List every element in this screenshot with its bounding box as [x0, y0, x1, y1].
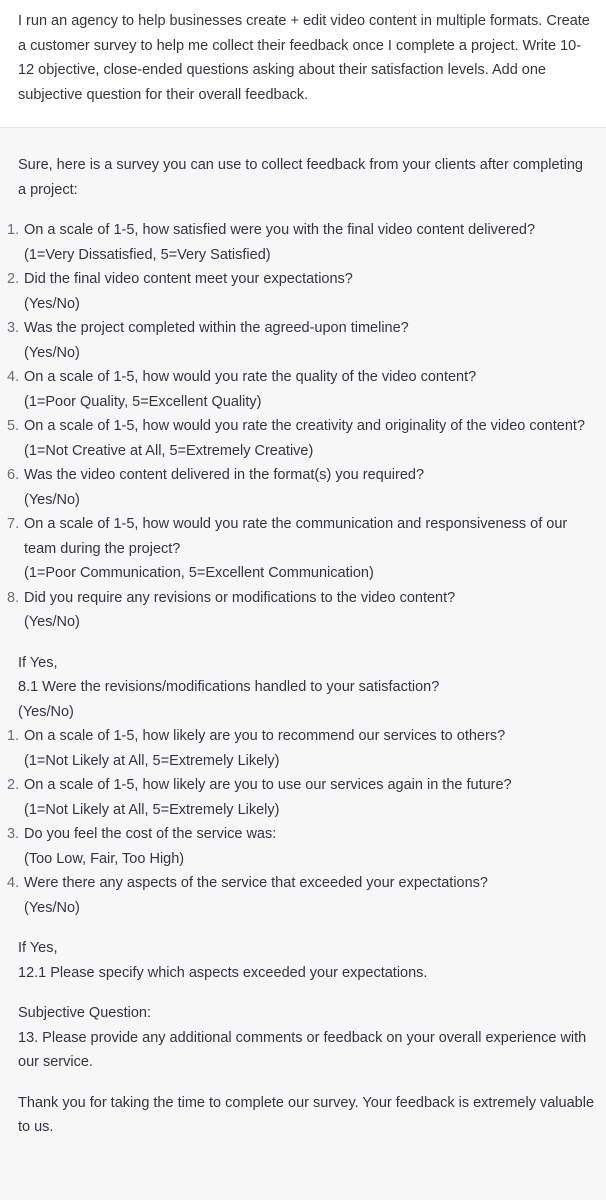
question-text: Was the project completed within the agreed-upon timeline?	[24, 320, 409, 336]
question-options: (1=Not Creative at All, 5=Extremely Creative)	[24, 442, 314, 459]
question-options: (Yes/No)	[24, 491, 80, 508]
closing-text: Thank you for taking the time to complete our survey. Your feedback is extremely valuable to us.	[18, 1094, 595, 1135]
list-item	[7, 218, 594, 267]
list-item	[7, 316, 594, 365]
list-number: 1.	[7, 728, 20, 744]
subjective-block	[18, 1001, 594, 1075]
followup-condition: If Yes,	[18, 940, 58, 956]
question-text: Were there any aspects of the service that exceeded your expectations?	[24, 875, 488, 891]
list-item	[7, 724, 594, 773]
question-list-part1	[7, 218, 594, 635]
followup-question: 8.1 Were the revisions/modifications handled to your satisfaction?	[18, 679, 440, 695]
list-item	[7, 365, 594, 414]
list-item	[7, 871, 594, 920]
question-text: Was the video content delivered in the format(s) you required?	[24, 467, 425, 483]
list-number: 7.	[7, 516, 20, 532]
list-number: 6.	[7, 467, 20, 483]
list-item	[7, 586, 594, 635]
followup-condition: If Yes,	[18, 654, 58, 671]
list-number: 4.	[7, 875, 20, 891]
list-item	[7, 773, 594, 822]
list-item	[7, 267, 594, 316]
question-text: On a scale of 1-5, how would you rate the communication and responsiveness of our team during the project?	[24, 516, 568, 557]
followup-block-2	[18, 936, 594, 985]
list-number: 1.	[7, 222, 20, 238]
list-number: 5.	[7, 418, 20, 434]
question-text: On a scale of 1-5, how likely are you to recommend our services to others?	[24, 728, 506, 744]
list-item	[7, 822, 594, 871]
list-number: 2.	[7, 777, 20, 793]
question-options: (Yes/No)	[24, 344, 80, 361]
question-options: (1=Not Likely at All, 5=Extremely Likely)	[24, 752, 280, 769]
list-item	[7, 512, 594, 586]
followup-options: (Yes/No)	[18, 703, 74, 720]
question-text: Did you require any revisions or modifications to the video content?	[24, 589, 456, 606]
user-message	[0, 0, 606, 128]
question-options: (1=Very Dissatisfied, 5=Very Satisfied)	[24, 246, 271, 263]
list-item	[7, 463, 594, 512]
question-options: (Yes/No)	[24, 295, 80, 312]
assistant-intro: Sure, here is a survey you can use to collect feedback from your clients after completing a project:	[18, 157, 583, 198]
list-number: 3.	[7, 320, 20, 336]
question-options: (Yes/No)	[24, 899, 80, 916]
list-number: 8.	[7, 589, 20, 606]
question-text: Did the final video content meet your expectations?	[24, 271, 353, 287]
question-text: Do you feel the cost of the service was:	[24, 826, 277, 842]
subjective-question: 13. Please provide any additional comments or feedback on your overall experience with our service.	[18, 1029, 587, 1070]
question-options: (Too Low, Fair, Too High)	[24, 850, 185, 867]
question-options: (1=Not Likely at All, 5=Extremely Likely)	[24, 801, 280, 818]
question-text: On a scale of 1-5, how would you rate the quality of the video content?	[24, 369, 477, 385]
assistant-message	[0, 128, 606, 1200]
list-number: 3.	[7, 826, 20, 842]
question-text: On a scale of 1-5, how likely are you to use our services again in the future?	[24, 777, 512, 793]
followup-question: 12.1 Please specify which aspects exceeded your expectations.	[18, 964, 428, 981]
list-item	[7, 414, 594, 463]
question-text: On a scale of 1-5, how would you rate the creativity and originality of the video content?	[24, 418, 585, 434]
question-list-part2	[7, 724, 594, 920]
question-text: On a scale of 1-5, how satisfied were you with the final video content delivered?	[24, 222, 536, 238]
question-options: (1=Poor Communication, 5=Excellent Communication)	[24, 565, 374, 581]
followup-block-1	[18, 651, 594, 725]
list-number: 4.	[7, 369, 20, 385]
user-message-text: I run an agency to help businesses create + edit video content in multiple formats. Create a customer survey to help me collect their feedback once I complete a project. Write 10-12 objective, close-ended questions asking about their satisfaction levels. Add one subjective question for their overall feedback.	[18, 13, 590, 103]
list-number: 2.	[7, 271, 20, 287]
question-options: (Yes/No)	[24, 614, 80, 630]
subjective-heading: Subjective Question:	[18, 1005, 151, 1021]
question-options: (1=Poor Quality, 5=Excellent Quality)	[24, 393, 262, 410]
